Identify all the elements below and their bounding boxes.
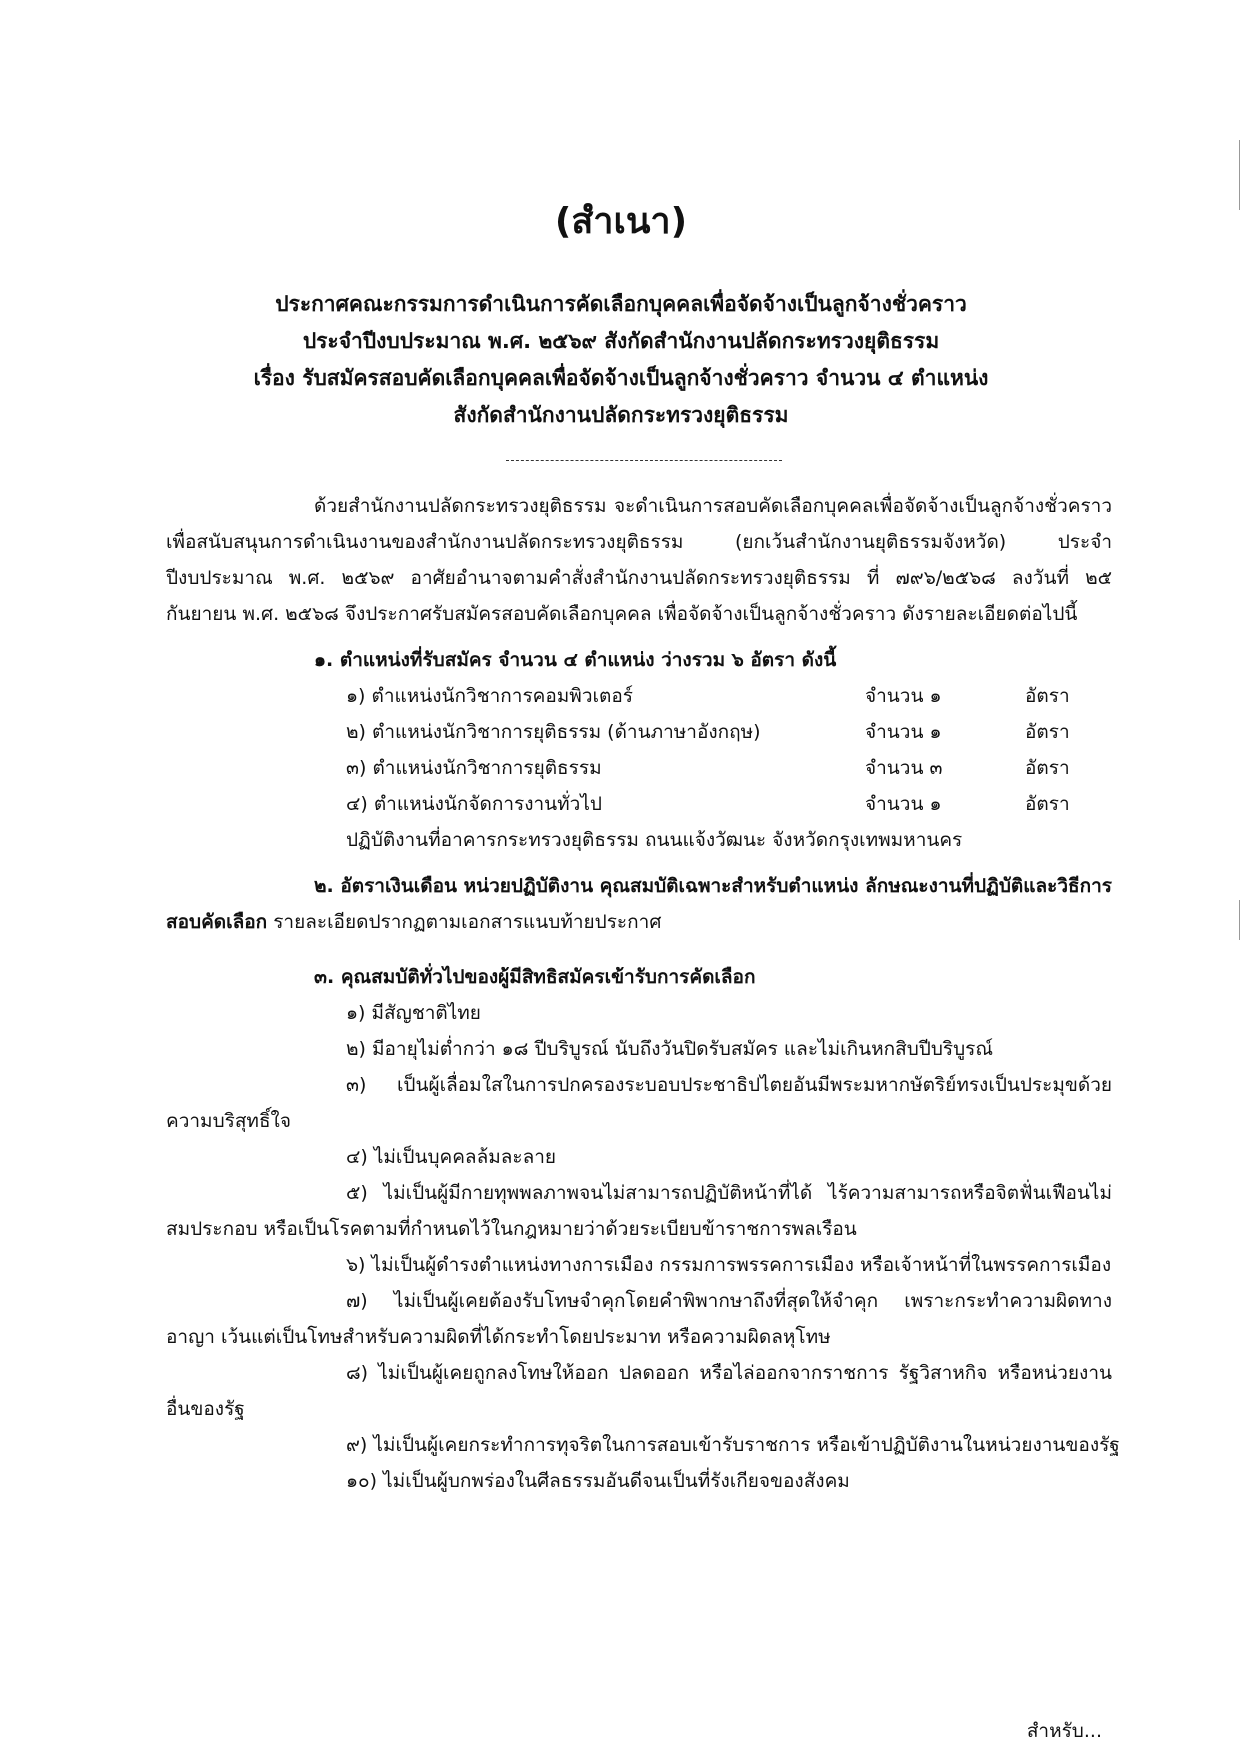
position-unit: อัตรา — [1025, 685, 1070, 707]
qualification-item: ๙) ไม่เป็นผู้เคยกระทำการทุจริตในการสอบเข้ารับราชการ หรือเข้าปฏิบัติงานในหน่วยงานของรัฐ — [346, 1434, 1120, 1456]
position-row — [166, 786, 1112, 822]
qualification-item: ๒) มีอายุไม่ต่ำกว่า ๑๘ ปีบริบูรณ์ นับถึงวันปิดรับสมัคร และไม่เกินหกสิบปีบริบูรณ์ — [346, 1038, 993, 1060]
section-3-title: ๓. คุณสมบัติทั่วไปของผู้มีสิทธิสมัครเข้ารับการคัดเลือก — [314, 966, 756, 988]
continued-marker: สำหรับ... — [1026, 1720, 1102, 1742]
workplace-line: ปฏิบัติงานที่อาคารกระทรวงยุติธรรม ถนนแจ้งวัฒนะ จังหวัดกรุงเทพมหานคร — [346, 829, 963, 851]
section-2-bold-title: ๒. อัตราเงินเดือน หน่วยปฏิบัติงาน คุณสมบัติเฉพาะสำหรับตำแหน่ง ลักษณะงานที่ปฏิบัติและวิธีการสอบคัดเลือก — [166, 875, 1112, 933]
position-unit: อัตรา — [1025, 793, 1070, 815]
position-count: จำนวน ๑ — [865, 685, 942, 707]
position-row — [166, 714, 1112, 750]
copy-mark: (สำเนา) — [554, 201, 688, 242]
position-name: ๒) ตำแหน่งนักวิชาการยุติธรรม (ด้านภาษาอังกฤษ) — [346, 721, 761, 743]
qualification-item: ๑๐) ไม่เป็นผู้บกพร่องในศีลธรรมอันดีจนเป็นที่รังเกียจของสังคม — [346, 1470, 850, 1492]
section-2-text: รายละเอียดปรากฏตามเอกสารแนบท้ายประกาศ — [267, 911, 662, 933]
position-count: จำนวน ๓ — [865, 757, 943, 779]
qualification-item: ๖) ไม่เป็นผู้ดำรงตำแหน่งทางการเมือง กรรมการพรรคการเมือง หรือเจ้าหน้าที่ในพรรคการเมือง — [346, 1254, 1112, 1276]
section-2-paragraph — [166, 868, 1112, 940]
qualification-item: ๓) เป็นผู้เลื่อมใสในการปกครองระบอบประชาธิปไตยอันมีพระมหากษัตริย์ทรงเป็นประมุขด้วยความบริสุทธิ์ใจ — [166, 1074, 1112, 1132]
heading-line: ประจำปีงบประมาณ พ.ศ. ๒๕๖๙ สังกัดสำนักงานปลัดกระทรวงยุติธรรม — [302, 329, 940, 353]
qualification-item: ๑) มีสัญชาติไทย — [346, 1002, 481, 1024]
position-unit: อัตรา — [1025, 721, 1070, 743]
position-name: ๓) ตำแหน่งนักวิชาการยุติธรรม — [346, 757, 602, 779]
qualification-item: ๘) ไม่เป็นผู้เคยถูกลงโทษให้ออก ปลดออก หรือไล่ออกจากราชการ รัฐวิสาหกิจ หรือหน่วยงานอื่นของรัฐ — [166, 1362, 1112, 1420]
document-body — [166, 488, 1120, 1499]
position-name: ๔) ตำแหน่งนักจัดการงานทั่วไป — [346, 793, 602, 815]
heading-line: ประกาศคณะกรรมการดำเนินการคัดเลือกบุคคลเพื่อจัดจ้างเป็นลูกจ้างชั่วคราว — [275, 292, 967, 316]
heading-divider — [506, 460, 782, 461]
scan-edge-mark — [1239, 900, 1240, 940]
position-row — [166, 678, 1112, 714]
position-unit: อัตรา — [1025, 757, 1070, 779]
scan-edge-mark — [1239, 140, 1240, 210]
position-name: ๑) ตำแหน่งนักวิชาการคอมพิวเตอร์ — [346, 685, 633, 707]
position-count: จำนวน ๑ — [865, 793, 942, 815]
heading-line: สังกัดสำนักงานปลัดกระทรวงยุติธรรม — [453, 403, 789, 427]
position-count: จำนวน ๑ — [865, 721, 942, 743]
announcement-heading — [0, 286, 1242, 434]
qualification-item: ๕) ไม่เป็นผู้มีกายทุพพลภาพจนไม่สามารถปฏิบัติหน้าที่ได้ ไร้ความสามารถหรือจิตฟั่นเฟือนไม่สมประกอบ หรือเป็นโรคตามที่กำหนดไว้ในกฎหมายว่าด้วยระเบียบข้าราชการพลเรือน — [166, 1182, 1112, 1240]
heading-line: เรื่อง รับสมัครสอบคัดเลือกบุคคลเพื่อจัดจ้างเป็นลูกจ้างชั่วคราว จำนวน ๔ ตำแหน่ง — [253, 366, 989, 390]
qualification-item: ๔) ไม่เป็นบุคคลล้มละลาย — [346, 1146, 557, 1168]
section-1-title: ๑. ตำแหน่งที่รับสมัคร จำนวน ๔ ตำแหน่ง ว่างรวม ๖ อัตรา ดังนี้ — [314, 649, 837, 671]
intro-paragraph: ด้วยสำนักงานปลัดกระทรวงยุติธรรม จะดำเนินการสอบคัดเลือกบุคคลเพื่อจัดจ้างเป็นลูกจ้างชั่วคราว เพื่อสนับสนุนการดำเนินงานของสำนักงานปลัดกระทรวงยุติธรรม (ยกเว้นสำนักงานยุติธรรมจังหวัด) ประจำปีงบประมาณ พ.ศ. ๒๕๖๙ อาศัยอำนาจตามคำสั่งสำนักงานปลัดกระทรวงยุติธรรม ที่ ๗๙๖/๒๕๖๘ ลงวันที่ ๒๕ กันยายน พ.ศ. ๒๕๖๘ จึงประกาศรับสมัครสอบคัดเลือกบุคคล เพื่อจัดจ้างเป็นลูกจ้างชั่วคราว ดังรายละเอียดต่อไปนี้ — [166, 495, 1112, 625]
position-row — [166, 750, 1112, 786]
qualification-item: ๗) ไม่เป็นผู้เคยต้องรับโทษจำคุกโดยคำพิพากษาถึงที่สุดให้จำคุก เพราะกระทำความผิดทางอาญา เว้นแต่เป็นโทษสำหรับความผิดที่ได้กระทำโดยประมาท หรือความผิดลหุโทษ — [166, 1290, 1112, 1348]
